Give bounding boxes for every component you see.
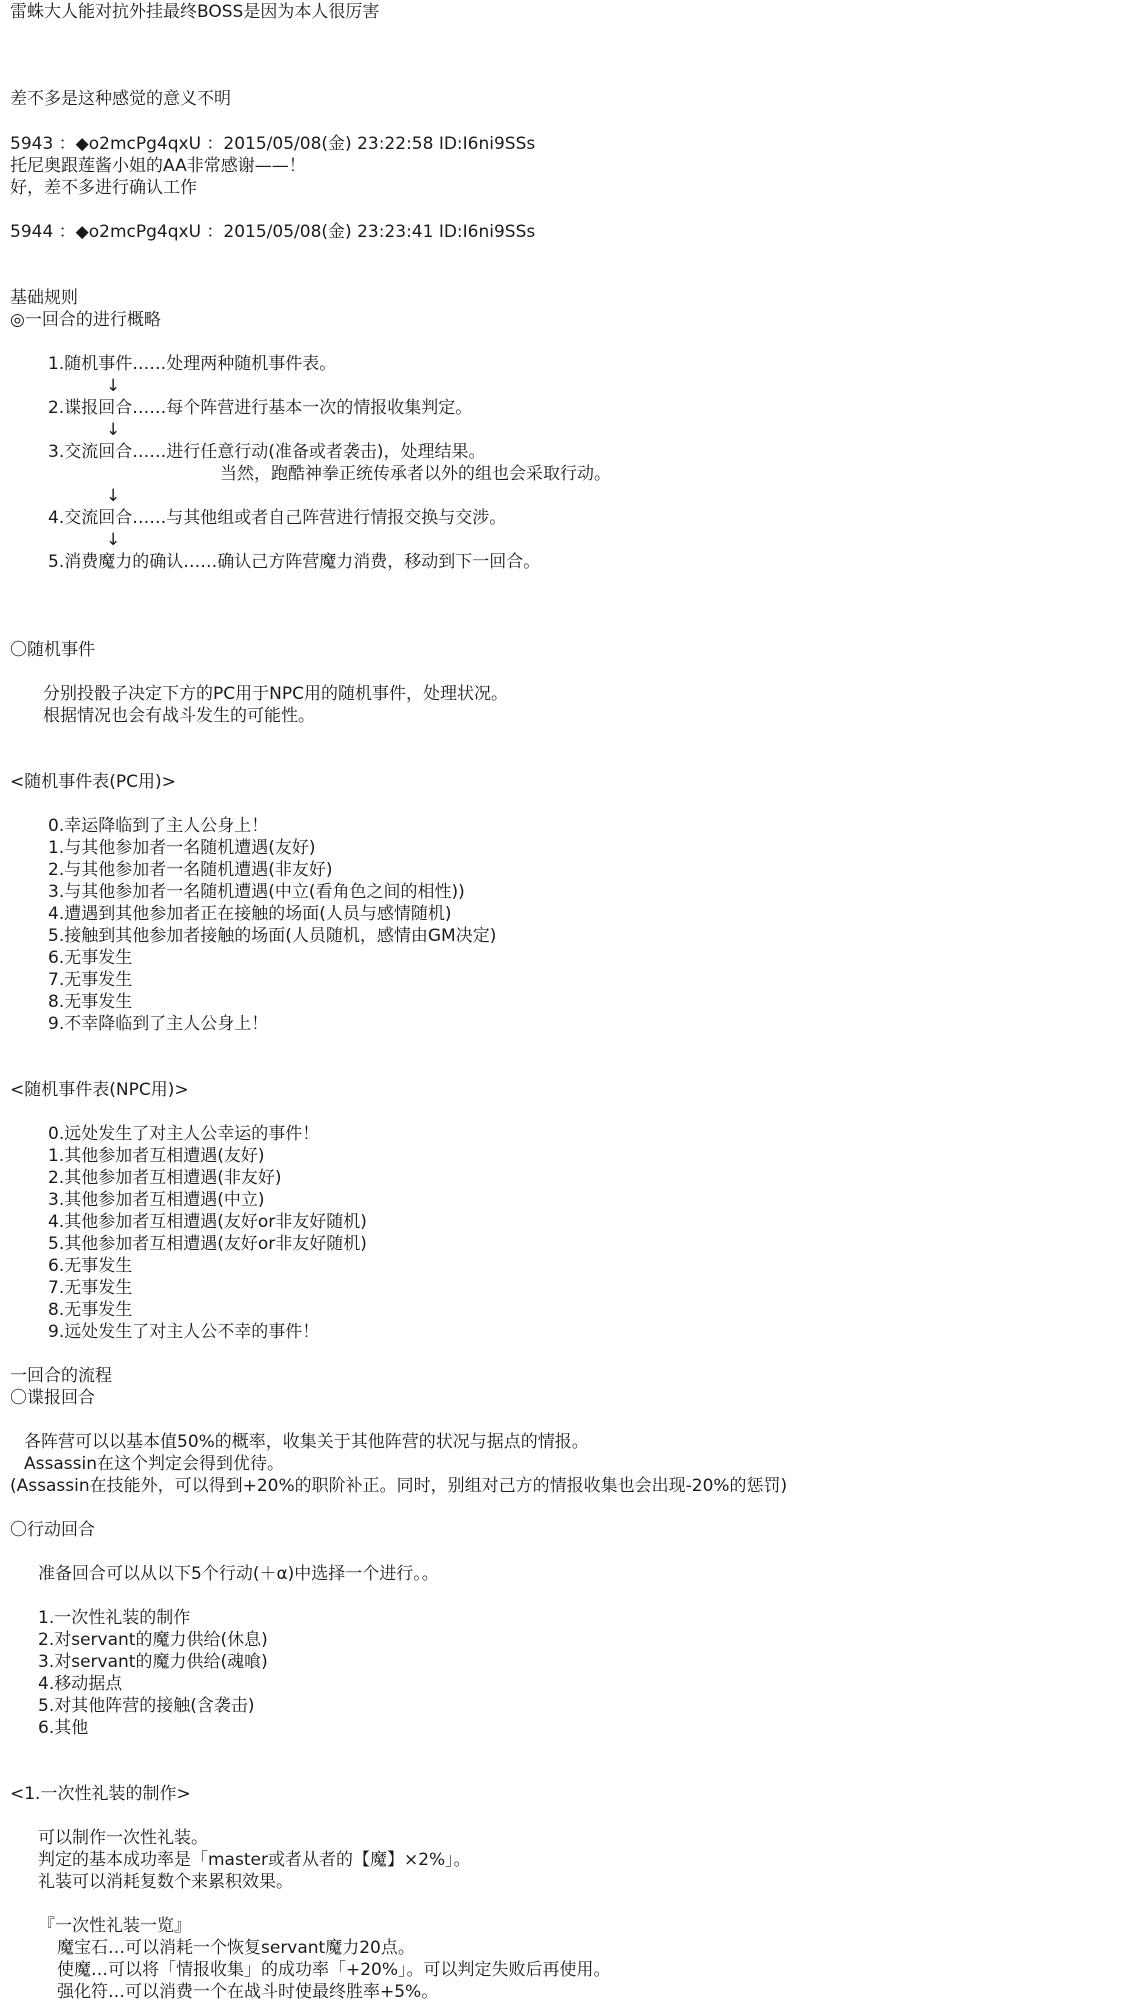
text-line: 3.交流回合……进行任意行动(准备或者袭击)，处理结果。 [48, 442, 486, 462]
text-line: 5.接触到其他参加者接触的场面(人员随机，感情由GM决定) [48, 926, 497, 946]
text-line: 4.遭遇到其他参加者正在接触的场面(人员与感情随机) [48, 904, 452, 924]
text-line: 4.其他参加者互相遭遇(友好or非友好随机) [48, 1212, 367, 1232]
text-line: <1.一次性礼装的制作> [10, 1784, 191, 1804]
text-line: 9.远处发生了对主人公不幸的事件！ [48, 1322, 320, 1342]
text-line: 7.无事发生 [48, 1278, 133, 1298]
text-line: 各阵营可以以基本值50%的概率，收集关于其他阵营的状况与据点的情报。 [24, 1432, 589, 1452]
text-line: 『一次性礼装一览』 [38, 1916, 191, 1936]
text-line: ↓ [106, 530, 121, 550]
text-line: 2.与其他参加者一名随机遭遇(非友好) [48, 860, 333, 880]
text-line: 分别投骰子决定下方的PC用于NPC用的随机事件，处理状况。 [43, 684, 508, 704]
text-line: 4.移动据点 [38, 1674, 123, 1694]
text-line: 1.随机事件……处理两种随机事件表。 [48, 354, 337, 374]
text-line: 好，差不多进行确认工作 [10, 178, 197, 198]
text-line: 9.不幸降临到了主人公身上！ [48, 1014, 269, 1034]
text-line: 4.交流回合……与其他组或者自己阵营进行情报交换与交涉。 [48, 508, 507, 528]
text-line: ◎一回合的进行概略 [10, 310, 161, 330]
text-line: 当然，跑酷神拳正统传承者以外的组也会采取行动。 [220, 464, 611, 484]
text-line: (Assassin在技能外，可以得到+20%的职阶补正。同时，别组对己方的情报收集也会出现-20%的惩罚) [10, 1476, 788, 1496]
text-line: 5.对其他阵营的接触(含袭击) [38, 1696, 255, 1716]
text-line: 3.对servant的魔力供给(魂喰) [38, 1652, 268, 1672]
text-line: 根据情况也会有战斗发生的可能性。 [43, 706, 315, 726]
text-line: 〇随机事件 [10, 640, 95, 660]
text-line: 托尼奥跟莲酱小姐的AA非常感谢——！ [10, 156, 306, 176]
text-line: 5.消费魔力的确认……确认己方阵营魔力消费，移动到下一回合。 [48, 552, 541, 572]
text-line: ↓ [106, 376, 121, 396]
text-line: 差不多是这种感觉的意义不明 [10, 89, 231, 109]
text-line: 强化符…可以消费一个在战斗时使最终胜率+5%。 [57, 1982, 439, 2002]
text-line: 8.无事发生 [48, 992, 133, 1012]
text-line: 6.无事发生 [48, 1256, 133, 1276]
text-line: 6.无事发生 [48, 948, 133, 968]
text-line: 0.远处发生了对主人公幸运的事件！ [48, 1124, 320, 1144]
text-line: 1.其他参加者互相遭遇(友好) [48, 1146, 265, 1166]
text-line: 礼装可以消耗复数个来累积效果。 [38, 1872, 293, 1892]
text-line: 一回合的流程 [10, 1366, 112, 1386]
text-line: 5.其他参加者互相遭遇(友好or非友好随机) [48, 1234, 367, 1254]
text-line: 2.对servant的魔力供给(休息) [38, 1630, 268, 1650]
text-line: Assassin在这个判定会得到优待。 [24, 1454, 284, 1474]
text-line: 1.与其他参加者一名随机遭遇(友好) [48, 838, 316, 858]
text-line: 3.与其他参加者一名随机遭遇(中立(看角色之间的相性)) [48, 882, 465, 902]
text-line: 魔宝石…可以消耗一个恢复servant魔力20点。 [57, 1938, 415, 1958]
text-line: 2.其他参加者互相遭遇(非友好) [48, 1168, 282, 1188]
text-line: 〇行动回合 [10, 1520, 95, 1540]
text-line: 5944 ：◆o2mcPg4qxU ：2015/05/08(金) 23:23:41 ID:I6ni9SSs [10, 222, 536, 242]
text-line: 0.幸运降临到了主人公身上！ [48, 816, 269, 836]
text-line: ↓ [106, 486, 121, 506]
text-line: 2.谍报回合……每个阵营进行基本一次的情报收集判定。 [48, 398, 473, 418]
text-line: 7.无事发生 [48, 970, 133, 990]
text-line: 〇谍报回合 [10, 1388, 95, 1408]
text-line: 使魔…可以将「情报收集」的成功率「+20%」。可以判定失败后再使用。 [57, 1960, 611, 1980]
text-line: ↓ [106, 420, 121, 440]
text-line: 5943 ：◆o2mcPg4qxU ：2015/05/08(金) 23:22:58 ID:I6ni9SSs [10, 134, 536, 154]
text-line: 8.无事发生 [48, 1300, 133, 1320]
text-line: 可以制作一次性礼装。 [38, 1828, 208, 1848]
text-line: 雷蛛大人能对抗外挂最终BOSS是因为本人很厉害 [10, 2, 380, 22]
text-line: 准备回合可以从以下5个行动(＋α)中选择一个进行。。 [38, 1564, 439, 1584]
text-line: 6.其他 [38, 1718, 89, 1738]
text-line: 1.一次性礼装的制作 [38, 1608, 191, 1628]
text-line: <随机事件表(NPC用)> [10, 1080, 189, 1100]
text-line: 基础规则 [10, 288, 78, 308]
text-line: 3.其他参加者互相遭遇(中立) [48, 1190, 265, 1210]
text-line: 判定的基本成功率是「master或者从者的【魔】×2%」。 [38, 1850, 471, 1870]
text-line: <随机事件表(PC用)> [10, 772, 176, 792]
